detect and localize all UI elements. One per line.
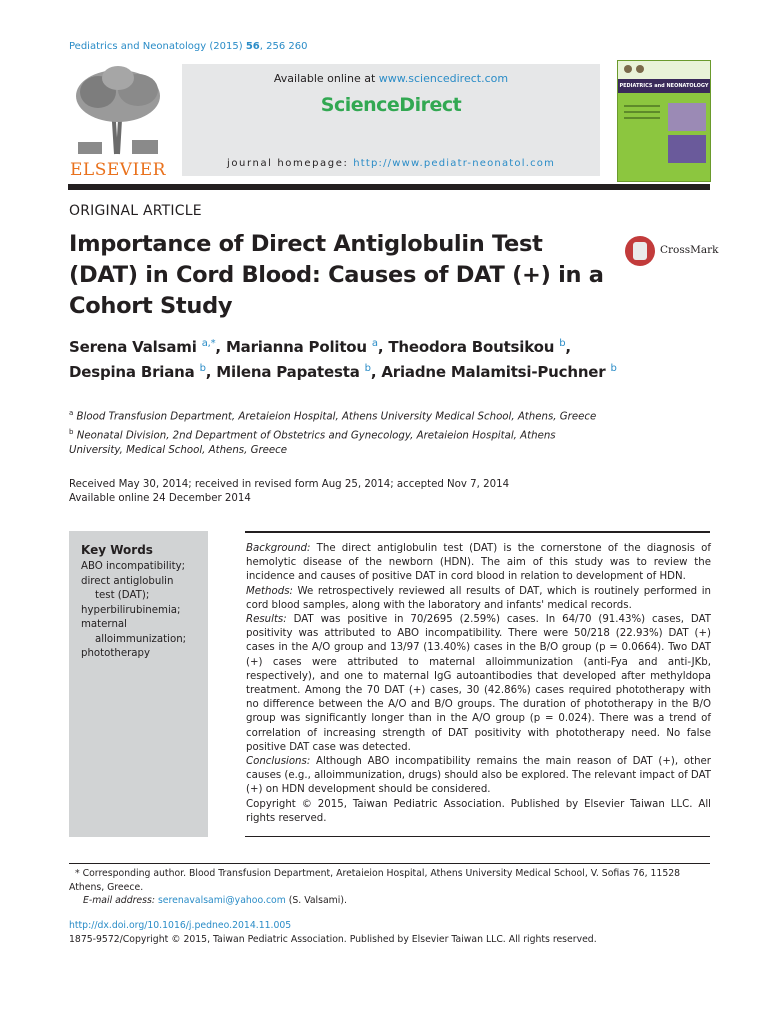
elsevier-logo (68, 62, 176, 180)
journal-volume: 56 (245, 41, 260, 52)
author: Serena Valsami $^{a,*}$, (69, 338, 226, 356)
doi-line (69, 920, 291, 931)
email-suffix: (S. Valsami). (288, 895, 347, 906)
author: Despina Briana $^b$, (69, 363, 217, 381)
article-type: ORIGINAL ARTICLE (69, 203, 202, 219)
keyword: test (DAT); (95, 590, 150, 601)
article-history (69, 478, 509, 506)
author: Theodora Boutsikou $^b$, (388, 338, 571, 356)
email-link[interactable]: serenavalsami@yahoo.com (157, 895, 286, 906)
abstract-text (246, 542, 711, 826)
corresponding-author: * Corresponding author. Blood Transfusion Department, Aretaieion Hospital, Athens University Medical School, V. Sofias 76, 11528 Athens, Greece. (69, 868, 681, 893)
journal-pages: 256 260 (266, 41, 308, 52)
abstract-section (69, 531, 710, 837)
cover-seal-icon (624, 65, 632, 73)
cover-image (668, 103, 706, 131)
journal-header (68, 62, 600, 180)
sciencedirect-box (182, 64, 600, 176)
email-line (69, 894, 714, 908)
abstract-methods: Methods: We retrospectively reviewed all results of DAT, which is routinely performed in cord blood samples, along with the laboratory and infants' medical records. (246, 585, 711, 611)
author-affiliation-mark[interactable]: b (364, 363, 371, 374)
journal-cover-thumbnail (617, 60, 711, 182)
cover-text-lines (624, 105, 660, 123)
abstract-background: Background: The direct antiglobulin test (DAT) is the cornerstone of the diagnosis of hemolytic disease of the newborn (HDN). The aim of this study was to review the incidence and causes of positive DAT in cord blood in relation to development of HDN. (246, 543, 711, 583)
sciencedirect-brand: ScienceDirect (320, 94, 462, 116)
abstract-top-rule (245, 531, 710, 533)
keyword: ABO incompatibility; (81, 561, 186, 572)
crossmark-button[interactable] (625, 236, 719, 266)
abstract-bottom-rule (245, 836, 710, 837)
homepage-link[interactable]: http://www.pediatr-neonatol.com (353, 158, 556, 169)
homepage-label: journal homepage: (226, 158, 349, 169)
author-affiliation-mark[interactable]: b (559, 338, 566, 349)
author-affiliation-mark[interactable]: a (371, 338, 378, 349)
keyword: direct antiglobulin (81, 575, 174, 587)
author: Ariadne Malamitsi-Puchner $^b$ (381, 363, 617, 381)
cover-seal-icon (636, 65, 644, 73)
affiliation: $^b$ Neonatal Division, 2nd Department of Obstetrics and Gynecology, Aretaieion Hospital, Athens University, Medical School, Athens, Greece (69, 427, 556, 456)
available-prefix: Available online at (273, 72, 376, 85)
cover-image (668, 135, 706, 163)
corresponding-footnote (69, 867, 714, 908)
doi-link[interactable]: http://dx.doi.org/10.1016/j.pedneo.2014.11.005 (69, 920, 292, 931)
crossmark-icon (625, 236, 655, 266)
journal-homepage (182, 158, 600, 169)
keyword: hyperbilirubinemia; (81, 604, 181, 616)
article-title: Importance of Direct Antiglobulin Test (DAT) in Cord Blood: Causes of DAT (+) in a Cohort Study (69, 231, 604, 319)
received-dates: Received May 30, 2014; received in revised form Aug 25, 2014; accepted Nov 7, 2014 (69, 479, 510, 490)
sciencedirect-link[interactable]: www.sciencedirect.com (378, 72, 509, 85)
available-online-date: Available online 24 December 2014 (69, 493, 251, 504)
author-affiliation-mark[interactable]: a,* (201, 338, 216, 349)
elsevier-wordmark: ELSEVIER (70, 160, 166, 180)
abstract-conclusions: Conclusions: Although ABO incompatibility remains the main reason of DAT (+), other causes (e.g., alloimmunization, drugs) should also be explored. The relevant impact of DAT (+) on HDN development should be considered. (246, 756, 711, 796)
abstract-copyright: Copyright © 2015, Taiwan Pediatric Association. Published by Elsevier Taiwan LLC. All rights reserved. (246, 798, 711, 824)
author: Milena Papatesta $^b$, (216, 363, 382, 381)
author-affiliation-mark[interactable]: b (610, 363, 617, 374)
journal-citation: Pediatrics and Neonatology (2015) 56, 256 260 (69, 41, 308, 52)
affiliation: $^a$ Blood Transfusion Department, Aretaieion Hospital, Athens University Medical School, Athens, Greece (69, 409, 597, 423)
cover-body (618, 93, 710, 181)
keywords-box (69, 531, 208, 837)
elsevier-tree-icon (68, 62, 168, 158)
keyword: alloimmunization; (95, 633, 187, 645)
cover-logos (618, 61, 710, 79)
abstract-results: Results: DAT was positive in 70/2695 (2.59%) cases. In 64/70 (91.43%) cases, DAT positivity was attributed to ABO incompatibility. There were 50/218 (22.93%) DAT (+) cases in the A/O group and 13/97 (13.40%) cases in the B/O group (p = 0.0664). Two DAT (+) cases were attributed to maternal alloimmunization (anti-Fya and anti-JKb, respectively), and one to maternal IgG autoantibodies that developed after methyldopa treatment. Among the 70 DAT (+) cases, 30 (42.86%) cases required phototherapy with no difference between the A/O and B/O groups. The duration of phototherapy in the B/O group was significantly longer than in the A/O group (p = 0.024). There was a trend of correlation of increasing strength of DAT positivity with phototherapy need. No false positive DAT case was detected. (246, 614, 711, 753)
available-online (182, 72, 600, 85)
author-affiliation-mark[interactable]: b (199, 363, 206, 374)
author: Marianna Politou $^a$, (225, 338, 389, 356)
author-list (69, 333, 629, 383)
crossmark-label: CrossMark (660, 244, 719, 256)
keyword: maternal (81, 619, 127, 630)
keyword: phototherapy (81, 648, 151, 659)
keywords-list (81, 560, 206, 662)
footnote-rule (69, 863, 710, 864)
keywords-heading: Key Words (81, 543, 153, 557)
email-label: E-mail address: (83, 895, 155, 906)
affiliations (69, 406, 609, 458)
cover-title: PEDIATRICS and NEONATOLOGY (618, 79, 710, 93)
journal-name: Pediatrics and Neonatology (2015) (69, 41, 243, 52)
header-rule (68, 184, 710, 190)
issn-copyright: 1875-9572/Copyright © 2015, Taiwan Pediatric Association. Published by Elsevier Taiwan LLC. All rights reserved. (69, 934, 597, 945)
